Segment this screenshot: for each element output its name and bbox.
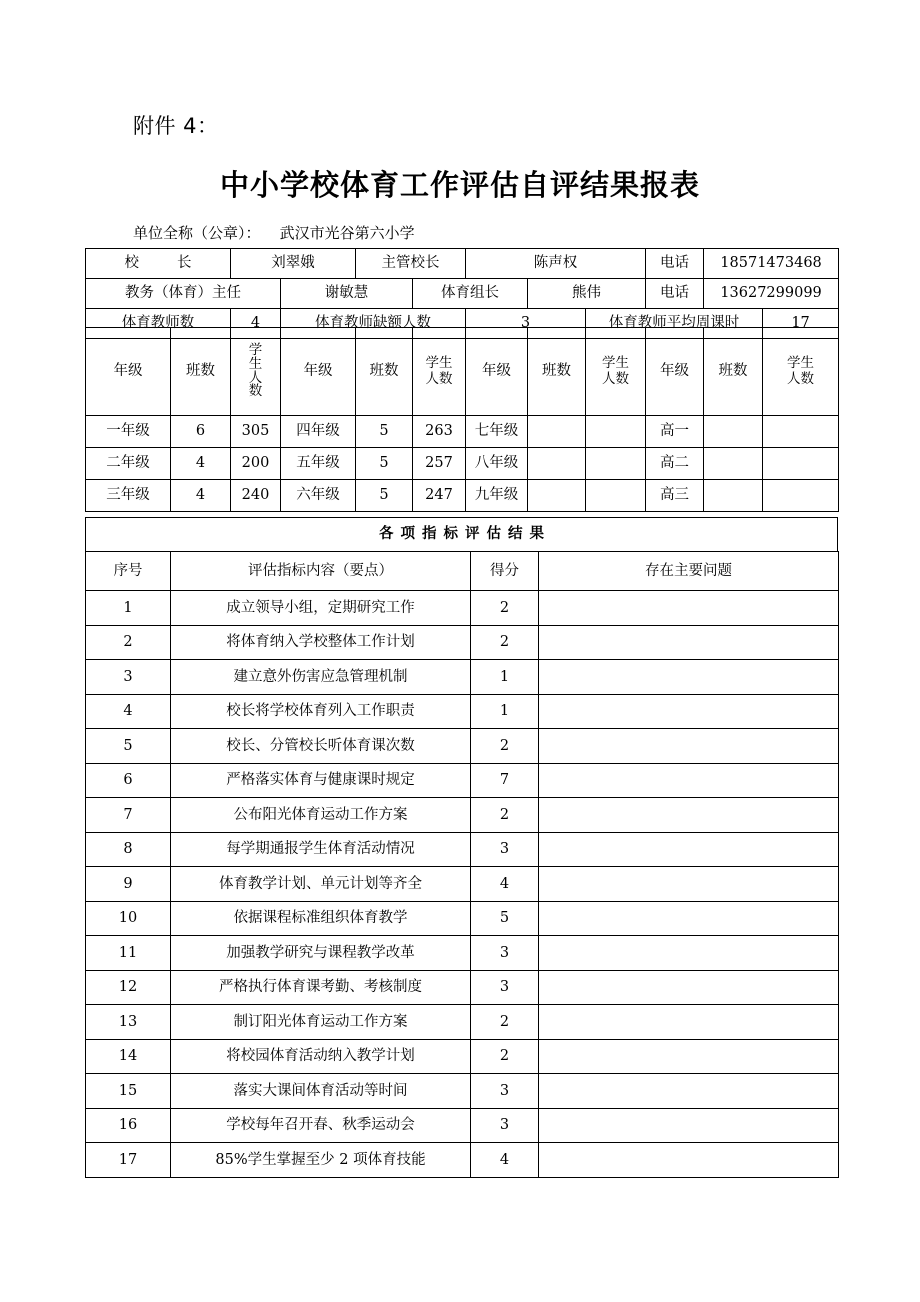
row-score: 2 bbox=[471, 798, 539, 833]
row-score: 7 bbox=[471, 763, 539, 798]
row-content: 制订阳光体育运动工作方案 bbox=[171, 1005, 471, 1040]
header-students-char: 数 bbox=[248, 383, 263, 400]
row-problems bbox=[539, 901, 839, 936]
row-index: 3 bbox=[86, 660, 171, 695]
row-score: 4 bbox=[471, 1143, 539, 1178]
row-problems bbox=[539, 625, 839, 660]
row-index: 5 bbox=[86, 729, 171, 764]
table-row bbox=[86, 936, 839, 971]
pe-teacher-count-value: 4 bbox=[231, 309, 281, 339]
header-students-3 bbox=[586, 328, 646, 416]
row-index: 8 bbox=[86, 832, 171, 867]
row-index: 2 bbox=[86, 625, 171, 660]
table-row bbox=[86, 1005, 839, 1040]
header-content: 评估指标内容（要点） bbox=[171, 552, 471, 591]
classes-cell: 5 bbox=[356, 480, 413, 512]
header-score: 得分 bbox=[471, 552, 539, 591]
row-score: 3 bbox=[471, 1074, 539, 1109]
row-content: 将校园体育活动纳入教学计划 bbox=[171, 1039, 471, 1074]
row-score: 2 bbox=[471, 591, 539, 626]
header-students-line: 人数 bbox=[787, 370, 814, 387]
row-problems bbox=[539, 694, 839, 729]
classes-cell bbox=[528, 480, 586, 512]
pe-leader-name: 熊伟 bbox=[528, 279, 646, 309]
header-classes-4: 班数 bbox=[704, 328, 763, 416]
classes-cell: 4 bbox=[171, 480, 231, 512]
row-content: 严格执行体育课考勤、考核制度 bbox=[171, 970, 471, 1005]
header-students-line: 学生 bbox=[425, 355, 453, 372]
row-content: 校长、分管校长听体育课次数 bbox=[171, 729, 471, 764]
header-students-line: 学生 bbox=[602, 355, 629, 372]
grade-cell: 二年级 bbox=[86, 448, 171, 480]
table-row bbox=[86, 901, 839, 936]
grade-cell: 九年级 bbox=[466, 480, 528, 512]
row-problems bbox=[539, 867, 839, 902]
row-index: 15 bbox=[86, 1074, 171, 1109]
row-content: 将体育纳入学校整体工作计划 bbox=[171, 625, 471, 660]
students-cell bbox=[763, 480, 839, 512]
row-problems bbox=[539, 1039, 839, 1074]
classes-cell bbox=[528, 448, 586, 480]
pe-teacher-count-label: 体育教师数 bbox=[86, 309, 231, 339]
grade-cell: 高一 bbox=[646, 416, 704, 448]
students-cell: 240 bbox=[231, 480, 281, 512]
classes-cell: 4 bbox=[171, 448, 231, 480]
classes-cell: 6 bbox=[171, 416, 231, 448]
row-index: 16 bbox=[86, 1108, 171, 1143]
table-row bbox=[86, 763, 839, 798]
row-score: 3 bbox=[471, 832, 539, 867]
students-cell bbox=[586, 448, 646, 480]
row-content: 依据课程标准组织体育教学 bbox=[171, 901, 471, 936]
row-problems bbox=[539, 1143, 839, 1178]
table-row bbox=[86, 591, 839, 626]
table-row bbox=[86, 798, 839, 833]
students-cell bbox=[586, 480, 646, 512]
header-grade-3: 年级 bbox=[466, 328, 528, 416]
pe-teacher-shortage-label: 体育教师缺额人数 bbox=[281, 309, 466, 339]
row-score: 1 bbox=[471, 660, 539, 695]
principal-phone-label: 电话 bbox=[646, 249, 704, 279]
row-problems bbox=[539, 1074, 839, 1109]
grade-cell: 七年级 bbox=[466, 416, 528, 448]
evaluation-header-row bbox=[86, 552, 839, 591]
header-students-char: 生 bbox=[248, 355, 263, 372]
row-content: 85%学生掌握至少 2 项体育技能 bbox=[171, 1143, 471, 1178]
table-row bbox=[86, 1039, 839, 1074]
row-problems bbox=[539, 1005, 839, 1040]
header-students-4 bbox=[763, 328, 839, 416]
row-index: 17 bbox=[86, 1143, 171, 1178]
avg-weekly-periods-value: 17 bbox=[763, 309, 839, 339]
row-index: 13 bbox=[86, 1005, 171, 1040]
row-score: 5 bbox=[471, 901, 539, 936]
row-content: 严格落实体育与健康课时规定 bbox=[171, 763, 471, 798]
header-grade-4: 年级 bbox=[646, 328, 704, 416]
header-students-line: 人数 bbox=[602, 370, 629, 387]
header-grade-2: 年级 bbox=[281, 328, 356, 416]
section-title: 各项指标评估结果 bbox=[86, 518, 838, 552]
row-score: 1 bbox=[471, 694, 539, 729]
table-row bbox=[86, 480, 839, 512]
row-score: 3 bbox=[471, 1108, 539, 1143]
attachment-label: 附件 4： bbox=[133, 114, 219, 138]
row-score: 2 bbox=[471, 1039, 539, 1074]
row-index: 1 bbox=[86, 591, 171, 626]
classes-cell bbox=[704, 416, 763, 448]
evaluation-results-table bbox=[85, 551, 839, 1178]
table-row bbox=[86, 1108, 839, 1143]
row-content: 落实大课间体育活动等时间 bbox=[171, 1074, 471, 1109]
table-row bbox=[86, 416, 839, 448]
principal-name: 刘翠娥 bbox=[231, 249, 356, 279]
row-problems bbox=[539, 970, 839, 1005]
header-grade-1: 年级 bbox=[86, 328, 171, 416]
header-classes-2: 班数 bbox=[356, 328, 413, 416]
row-score: 2 bbox=[471, 625, 539, 660]
grade-cell: 高二 bbox=[646, 448, 704, 480]
row-problems bbox=[539, 729, 839, 764]
grade-enrollment-table bbox=[85, 327, 839, 512]
table-row bbox=[86, 832, 839, 867]
classes-cell bbox=[704, 480, 763, 512]
row-problems bbox=[539, 832, 839, 867]
students-cell: 257 bbox=[413, 448, 466, 480]
students-cell bbox=[763, 448, 839, 480]
table-row bbox=[86, 1074, 839, 1109]
classes-cell: 5 bbox=[356, 448, 413, 480]
school-info-table bbox=[85, 248, 839, 339]
grade-cell: 三年级 bbox=[86, 480, 171, 512]
classes-cell: 5 bbox=[356, 416, 413, 448]
students-cell: 200 bbox=[231, 448, 281, 480]
row-problems bbox=[539, 591, 839, 626]
row-index: 9 bbox=[86, 867, 171, 902]
section-title-table bbox=[85, 517, 838, 552]
row-index: 6 bbox=[86, 763, 171, 798]
header-students-char: 学 bbox=[248, 341, 263, 358]
row-index: 12 bbox=[86, 970, 171, 1005]
page-title: 中小学校体育工作评估自评结果报表 bbox=[219, 168, 700, 202]
vice-principal-label: 主管校长 bbox=[356, 249, 466, 279]
header-students-line: 人数 bbox=[425, 370, 453, 387]
row-index: 7 bbox=[86, 798, 171, 833]
grade-cell: 六年级 bbox=[281, 480, 356, 512]
table-row bbox=[86, 694, 839, 729]
students-cell: 263 bbox=[413, 416, 466, 448]
principal-label: 校 长 bbox=[86, 249, 231, 279]
row-index: 14 bbox=[86, 1039, 171, 1074]
classes-cell bbox=[528, 416, 586, 448]
row-content: 每学期通报学生体育活动情况 bbox=[171, 832, 471, 867]
header-index: 序号 bbox=[86, 552, 171, 591]
row-index: 11 bbox=[86, 936, 171, 971]
row-score: 2 bbox=[471, 1005, 539, 1040]
row-content: 学校每年召开春、秋季运动会 bbox=[171, 1108, 471, 1143]
grade-cell: 五年级 bbox=[281, 448, 356, 480]
students-cell: 305 bbox=[231, 416, 281, 448]
row-content: 建立意外伤害应急管理机制 bbox=[171, 660, 471, 695]
table-row bbox=[86, 867, 839, 902]
info-row-principal bbox=[86, 249, 839, 279]
row-index: 4 bbox=[86, 694, 171, 729]
unit-full-name-line: 单位全称（公章）： 武汉市光谷第六小学 bbox=[133, 224, 415, 242]
director-name: 谢敏慧 bbox=[281, 279, 413, 309]
table-row bbox=[86, 729, 839, 764]
principal-phone-value: 18571473468 bbox=[704, 249, 839, 279]
students-cell bbox=[763, 416, 839, 448]
row-problems bbox=[539, 798, 839, 833]
students-cell: 247 bbox=[413, 480, 466, 512]
director-phone-label: 电话 bbox=[646, 279, 704, 309]
header-classes-1: 班数 bbox=[171, 328, 231, 416]
row-content: 加强教学研究与课程教学改革 bbox=[171, 936, 471, 971]
table-row bbox=[86, 660, 839, 695]
row-content: 校长将学校体育列入工作职责 bbox=[171, 694, 471, 729]
grade-cell: 八年级 bbox=[466, 448, 528, 480]
pe-teacher-shortage-value: 3 bbox=[466, 309, 586, 339]
row-score: 2 bbox=[471, 729, 539, 764]
header-problems: 存在主要问题 bbox=[539, 552, 839, 591]
grade-cell: 四年级 bbox=[281, 416, 356, 448]
grade-table-header-row bbox=[86, 328, 839, 416]
table-row bbox=[86, 448, 839, 480]
row-content: 公布阳光体育运动工作方案 bbox=[171, 798, 471, 833]
pe-leader-label: 体育组长 bbox=[413, 279, 528, 309]
header-students-line: 学生 bbox=[787, 355, 814, 372]
row-problems bbox=[539, 936, 839, 971]
table-row bbox=[86, 1143, 839, 1178]
header-classes-3: 班数 bbox=[528, 328, 586, 416]
classes-cell bbox=[704, 448, 763, 480]
row-problems bbox=[539, 660, 839, 695]
section-title-row bbox=[86, 518, 838, 552]
grade-cell: 一年级 bbox=[86, 416, 171, 448]
row-index: 10 bbox=[86, 901, 171, 936]
row-score: 4 bbox=[471, 867, 539, 902]
header-students-char: 人 bbox=[248, 369, 263, 386]
grade-cell: 高三 bbox=[646, 480, 704, 512]
row-score: 3 bbox=[471, 970, 539, 1005]
info-row-director bbox=[86, 279, 839, 309]
avg-weekly-periods-label: 体育教师平均周课时 bbox=[586, 309, 763, 339]
vice-principal-name: 陈声权 bbox=[466, 249, 646, 279]
table-row bbox=[86, 970, 839, 1005]
row-score: 3 bbox=[471, 936, 539, 971]
row-problems bbox=[539, 1108, 839, 1143]
director-phone-value: 13627299099 bbox=[704, 279, 839, 309]
header-students-2 bbox=[413, 328, 466, 416]
row-content: 体育教学计划、单元计划等齐全 bbox=[171, 867, 471, 902]
row-content: 成立领导小组，定期研究工作 bbox=[171, 591, 471, 626]
row-problems bbox=[539, 763, 839, 798]
table-row bbox=[86, 625, 839, 660]
header-students-1 bbox=[231, 328, 281, 416]
director-label: 教务（体育）主任 bbox=[86, 279, 281, 309]
students-cell bbox=[586, 416, 646, 448]
